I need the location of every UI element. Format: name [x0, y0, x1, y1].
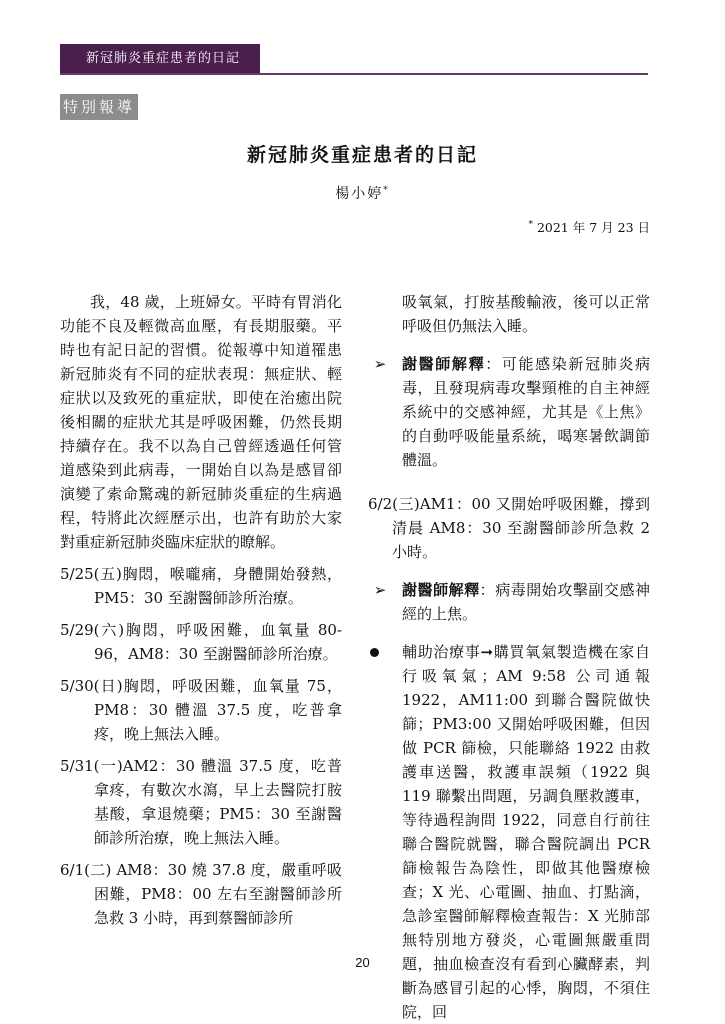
diary-entry-0530: 5/30(日)胸悶，呼吸困難，血氧量 75，PM8：30 體溫 37.5 度，吃普拿疼，晚上無法入睡。	[60, 677, 342, 743]
section-tag: 特別報導	[60, 94, 138, 120]
diary-entry-0529: 5/29(六)胸悶，呼吸困難，血氧量 80-96，AM8：30 至謝醫師診所治療。	[60, 621, 342, 663]
author-name: 楊小婷	[335, 186, 384, 202]
doctor-note-2	[368, 578, 650, 626]
round-bullet-icon	[370, 648, 379, 657]
page-number: 20	[355, 955, 370, 970]
diary-entry-0601-continued: 吸氧氣，打胺基酸輸液，後可以正常呼吸但仍無法入睡。	[402, 293, 650, 335]
doctor-note-1-label: 謝醫師解釋	[402, 355, 486, 373]
intro-paragraph: 我，48 歲，上班婦女。平時有胃消化功能不良及輕微高血壓，有長期服藥。平時也有記日記的習慣。從報導中知道罹患新冠肺炎有不同的症狀表現：無症狀、輕症狀以及致死的重症狀，即使在治癒出院後相關的症狀尤其是呼吸困難，仍然長期持續存在。我不以為自己曾經透過任何管道感染到此病毒，一開始自以為是感冒卻演變了索命驚魂的新冠肺炎重症的生病過程，特將此次經歷示出，也許有助於大家對重症新冠肺炎臨床症狀的瞭解。	[60, 293, 342, 551]
running-header	[60, 44, 260, 74]
running-header-title: 新冠肺炎重症患者的日記	[86, 51, 241, 66]
diary-entry-0601: 6/1(二) AM8：30 燒 37.8 度，嚴重呼吸困難，PM8：00 左右至謝醫師診所急救 3 小時，再到蔡醫師診所	[60, 861, 342, 927]
article-date	[480, 218, 650, 236]
doctor-note-1-text: ：可能感染新冠肺炎病毒，且發現病毒攻擊頸椎的自主神經系統中的交感神經，尤其是《上焦》的自動呼吸能量系統，喝寒暑飲調節體溫。	[402, 355, 650, 469]
doctor-note-2-text: ：病毒開始攻擊副交感神經的上焦。	[402, 581, 650, 623]
doctor-note-1	[368, 352, 650, 472]
auxiliary-treatment-text: 輔助治療事➞購買氧氣製造機在家自行吸氧氣；AM 9:58 公司通報 1922，AM11:00 到聯合醫院做快篩；PM3:00 又開始呼吸困難，但因做 PCR 篩檢，只能聯絡 1922 由救護車送醫，救護車誤頻（1922 與 119 聯繫出問題，另調負壓救護車，等待過程詢問 1922，同意自行前往聯合醫院就醫，聯合醫院調出 PCR 篩檢報告為陰性，即做其他醫療檢查；X 光、心電圖、抽血、打點滴，急診室醫師解釋檢查報告：X 光肺部無特別地方發炎，心電圖無嚴重問題，抽血檢查沒有看到心臟酵素，判斷為感冒引起的心悸，胸悶，不須住院，回	[402, 643, 650, 1021]
diary-entry-0531: 5/31(一)AM2：30 體溫 37.5 度，吃普拿疼，有數次水瀉，早上去醫院打胺基酸，拿退燒藥；PM5：30 至謝醫師診所治療，晚上無法入睡。	[60, 757, 342, 847]
right-column	[368, 290, 650, 1024]
date-text: 2021 年 7 月 23 日	[536, 220, 650, 235]
date-footnote-mark: *	[528, 219, 533, 230]
diary-entry-0525: 5/25(五)胸悶，喉嚨痛，身體開始發熱，PM5：30 至謝醫師診所治療。	[60, 565, 342, 607]
article-title: 新冠肺炎重症患者的日記	[246, 144, 478, 166]
diary-entry-0602: 6/2(三)AM1：00 又開始呼吸困難，撐到清晨 AM8：30 至謝醫師診所急救 2 小時。	[368, 495, 650, 561]
doctor-note-2-label: 謝醫師解釋	[402, 581, 480, 599]
header-rule	[60, 73, 648, 75]
article-author	[0, 183, 725, 203]
arrow-bullet-icon: ➢	[373, 581, 387, 599]
author-footnote-mark: *	[383, 185, 390, 196]
left-column	[60, 290, 342, 930]
arrow-bullet-icon: ➢	[373, 355, 387, 373]
